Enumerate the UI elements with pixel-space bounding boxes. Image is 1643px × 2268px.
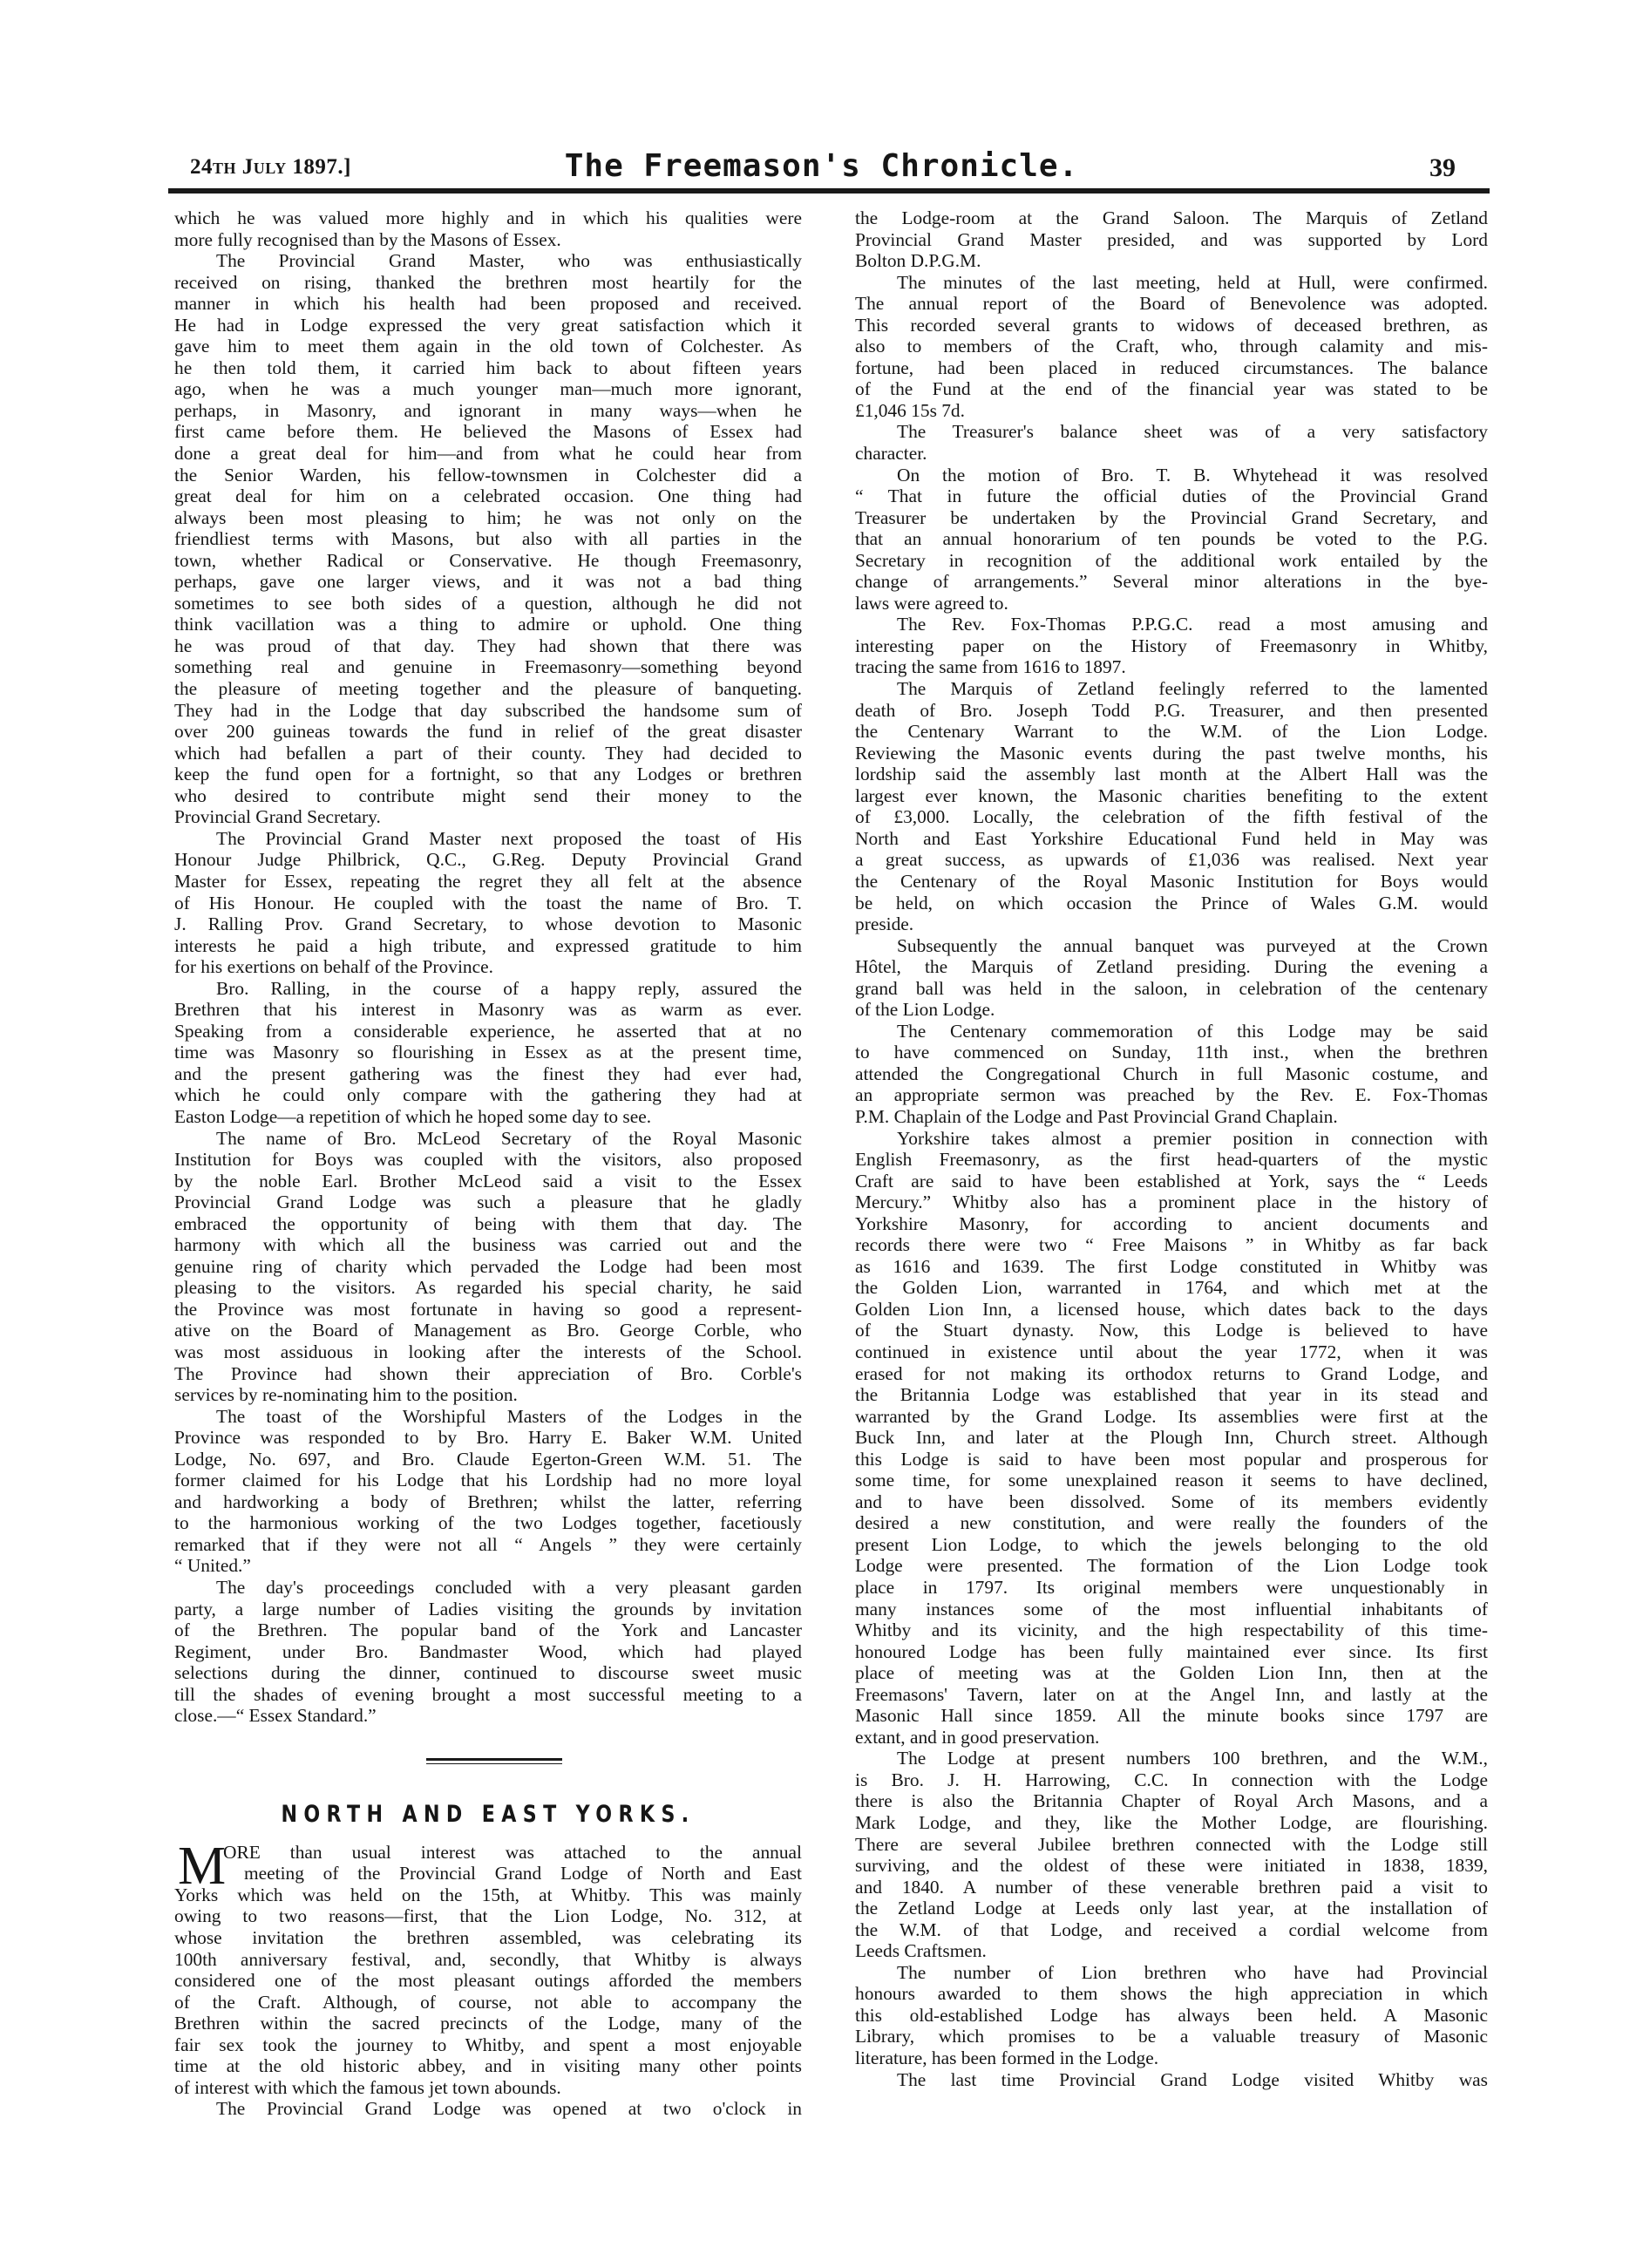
text-line: selections during the dinner, continued to discourse sweet music [174, 1662, 802, 1684]
text-line: over 200 guineas towards the fund in relief of the great disaster [174, 721, 802, 743]
text-line: place in 1797. Its original members were unquestionably in [855, 1577, 1488, 1598]
text-line: town, whether Radical or Conservative. He though Freemasonry, [174, 549, 802, 571]
text-line: genuine ring of charity which pervaded the Lodge had been most [174, 1255, 802, 1277]
text-line: Buck Inn, and later at the Plough Inn, Church street. Although [855, 1427, 1488, 1449]
text-line: a great success, as upwards of £1,036 was realised. Next year [855, 849, 1488, 871]
text-line: the Zetland Lodge at Leeds only last year, at the installation of [855, 1898, 1488, 1919]
text-line: as 1616 and 1639. The first Lodge constituted in Whitby was [855, 1255, 1488, 1277]
text-line: The name of Bro. McLeod Secretary of the Royal Masonic [216, 1127, 802, 1149]
text-line: remarked that if they were not all “ Angels ” they were certainly [174, 1533, 802, 1555]
text-line: character. [855, 443, 927, 465]
text-line: and 1840. A number of these venerable brethren paid a visit to [855, 1876, 1488, 1898]
page-number: 39 [1429, 153, 1456, 182]
text-line: attended the Congregational Church in full Masonic costume, and [855, 1063, 1488, 1084]
paragraph [855, 1962, 1488, 2069]
text-line: present Lion Lodge, to which the jewels belonging to the old [855, 1533, 1488, 1555]
text-line: there is also the Britannia Chapter of Royal Arch Masons, and a [855, 1790, 1488, 1812]
text-line: Treasurer be undertaken by the Provincial Grand Secretary, and [855, 506, 1488, 528]
text-line: Honour Judge Philbrick, Q.C., G.Reg. Deputy Provincial Grand [174, 849, 802, 871]
text-line: and the present gathering was the finest they had ever had, [174, 1063, 802, 1084]
paragraph [855, 272, 1488, 422]
text-line: surviving, and the oldest of these were initiated in 1838, 1839, [855, 1855, 1488, 1877]
text-line: of £3,000. Locally, the celebration of the fifth festival of the [855, 806, 1488, 828]
text-line: Reviewing the Masonic events during the past twelve months, his [855, 742, 1488, 764]
text-line: of His Honour. He coupled with the toast the name of Bro. T. [174, 892, 802, 913]
text-line: of the Lion Lodge. [855, 999, 995, 1021]
paragraph [855, 1128, 1488, 1749]
text-line: the Senior Warden, his fellow-townsmen in Colchester did a [174, 464, 802, 486]
text-line: always been most pleasing to him; he was not only on the [174, 506, 802, 528]
text-line: records there were two “ Free Maisons ” in Whitby as far back [855, 1234, 1488, 1256]
text-line: great deal for him on a celebrated occasion. One thing had [174, 486, 802, 507]
text-line: that an annual honorarium of ten pounds be voted to the P.G. [855, 528, 1488, 550]
text-line: pleasing to the visitors. As regarded his special charity, he said [174, 1277, 802, 1299]
text-line: The Provincial Grand Master, who was enthusiastically [216, 250, 802, 272]
paragraph [174, 1406, 802, 1577]
paragraph [855, 421, 1488, 464]
text-line: warranted by the Grand Lodge. Its assemblies were first at the [855, 1405, 1488, 1427]
text-line: party, a large number of Ladies visiting the grounds by invitation [174, 1598, 802, 1620]
text-line: He had in Lodge expressed the very great satisfaction which it [174, 314, 802, 336]
text-line: considered one of the most pleasant outings afforded the members [174, 1970, 802, 1992]
text-line: Bro. Ralling, in the course of a happy reply, assured the [216, 977, 802, 999]
drop-cap: M [178, 1836, 227, 1896]
text-line: close.—“ Essex Standard.” [174, 1705, 377, 1727]
text-line: English Freemasonry, as the first head-quarters of the mystic [855, 1149, 1488, 1171]
text-line: Brethren within the sacred precincts of the Lodge, many of the [174, 2013, 802, 2034]
paragraph [174, 1128, 802, 1406]
text-line: perhaps, gave one larger views, and it was not a bad thing [174, 571, 802, 593]
text-line: Lodge, No. 697, and Bro. Claude Egerton-Green W.M. 51. The [174, 1448, 802, 1470]
text-line: the Centenary of the Royal Masonic Institution for Boys would [855, 870, 1488, 892]
text-line: time at the old historic abbey, and in visiting many other points [174, 2055, 802, 2077]
text-line: embraced the opportunity of being with them that day. The [174, 1212, 802, 1234]
text-line: This recorded several grants to widows of deceased brethren, as [855, 314, 1488, 336]
text-line: They had in the Lodge that day subscribed the handsome sum of [174, 699, 802, 721]
text-line: the Lodge-room at the Grand Saloon. The Marquis of Zetland [855, 207, 1488, 228]
text-line: which he was valued more highly and in which his qualities were [174, 207, 802, 228]
text-line: the pleasure of meeting together and the pleasure of banqueting. [174, 678, 802, 700]
text-line: The number of Lion brethren who have had Provincial [897, 1961, 1488, 1983]
text-line: fair sex took the journey to Whitby, and spent a most enjoyable [174, 2034, 802, 2055]
text-line: Freemasons' Tavern, later on at the Angel Inn, and lastly at the [855, 1683, 1488, 1705]
text-line: of the Stuart dynasty. Now, this Lodge is believed to have [855, 1320, 1488, 1341]
text-line: P.M. Chaplain of the Lodge and Past Provincial Grand Chaplain. [855, 1105, 1338, 1127]
text-line: The Provincial Grand Master next proposed the toast of His [216, 827, 802, 849]
text-line: harmony with which all the business was carried out and the [174, 1234, 802, 1256]
text-line: which had befallen a part of their county. They had decided to [174, 742, 802, 764]
text-line: tracing the same from 1616 to 1897. [855, 656, 1126, 678]
text-line: to the harmonious working of the two Lodges together, facetiously [174, 1512, 802, 1534]
text-line: meeting of the Provincial Grand Lodge of North and East [244, 1863, 802, 1884]
text-line: The Centenary commemoration of this Lodge may be said [897, 1020, 1488, 1042]
text-line: Hôtel, the Marquis of Zetland presiding. During the evening a [855, 956, 1488, 978]
text-line: Golden Lion Inn, a licensed house, which dates back to the days [855, 1298, 1488, 1320]
left-column [174, 207, 802, 2120]
text-line: gave him to meet them again in the old town of Colchester. As [174, 336, 802, 357]
text-line: The Marquis of Zetland feelingly referred to the lamented [897, 678, 1488, 700]
text-line: of the Brethren. The popular band of the York and Lancaster [174, 1620, 802, 1641]
text-line: Bolton D.P.G.M. [855, 250, 981, 272]
date-day: 24 [190, 155, 213, 179]
text-line: extant, and in good preservation. [855, 1726, 1100, 1748]
publication-title: The Freemason's Chronicle. [564, 148, 1079, 184]
text-line: the W.M. of that Lodge, and received a cordial welcome from [855, 1918, 1488, 1940]
paragraph [855, 1748, 1488, 1961]
text-line: Lodge were presented. The formation of the Lion Lodge took [855, 1555, 1488, 1577]
paragraph [855, 1021, 1488, 1128]
text-line: Provincial Grand Lodge was such a pleasure that he gladly [174, 1192, 802, 1213]
text-line: place of meeting was at the Golden Lion Inn, then at the [855, 1662, 1488, 1684]
text-line: Library, which promises to be a valuable treasury of Masonic [855, 2026, 1488, 2047]
text-line: literature, has been formed in the Lodge. [855, 2047, 1159, 2069]
paragraph [855, 2069, 1488, 2091]
text-line: The Province had shown their appreciation of Bro. Corble's [174, 1362, 802, 1384]
text-line: preside. [855, 913, 914, 935]
text-line: keep the fund open for a fortnight, so that any Lodges or brethren [174, 764, 802, 785]
text-line: is Bro. J. H. Harrowing, C.C. In connection with the Lodge [855, 1769, 1488, 1790]
section-heading: NORTH AND EAST YORKS. [281, 1800, 696, 1828]
text-line: Master for Essex, repeating the regret they all felt at the absence [174, 870, 802, 892]
date-year: 1897.] [292, 155, 351, 179]
text-line: ORE than usual interest was attached to the annual [223, 1841, 802, 1863]
text-line: The Provincial Grand Lodge was opened at two o'clock in [216, 2098, 802, 2120]
text-line: some time, for some unexplained reason it seems to have declined, [855, 1470, 1488, 1491]
text-line: the Province was most fortunate in having so good a represent- [174, 1298, 802, 1320]
date-month-initial: J [241, 155, 254, 179]
text-line: till the shades of evening brought a most successful meeting to a [174, 1683, 802, 1705]
text-line: former claimed for his Lodge that his Lordship had no more loyal [174, 1470, 802, 1491]
text-line: he then told them, it carried him back to about fifteen years [174, 356, 802, 378]
text-line: owing to two reasons—first, that the Lion Lodge, No. 312, at [174, 1905, 802, 1927]
text-line: Masonic Hall since 1859. All the minute books since 1797 are [855, 1705, 1488, 1727]
text-line: perhaps, in Masonry, and ignorant in many ways—when he [174, 399, 802, 421]
text-line: 100th anniversary festival, and, secondly, that Whitby is always [174, 1948, 802, 1970]
right-article-text [855, 207, 1488, 2090]
text-line: The toast of the Worshipful Masters of the Lodges in the [216, 1405, 802, 1427]
right-column [855, 207, 1488, 2090]
text-line: change of arrangements.” Several minor alterations in the bye- [855, 571, 1488, 593]
text-line: Yorkshire Masonry, for according to ancient documents and [855, 1212, 1488, 1234]
divider-thin-line [426, 1763, 562, 1765]
paragraph [855, 678, 1488, 935]
text-line: whose invitation the brethren assembled, was celebrating its [174, 1927, 802, 1949]
text-line: honours awarded to them shows the high appreciation in which [855, 1983, 1488, 2005]
text-line: services by re-nominating him to the position. [174, 1384, 518, 1406]
text-line: was most assiduous in looking after the interests of the School. [174, 1341, 802, 1362]
text-line: £1,046 15s 7d. [855, 399, 965, 421]
date-month-rest: ULY [253, 160, 287, 177]
text-line: to have commenced on Sunday, 11th inst., when the brethren [855, 1042, 1488, 1063]
text-line: Brethren that his interest in Masonry was as warm as ever. [174, 999, 802, 1021]
divider-thick-line [426, 1758, 562, 1761]
text-line: “ United.” [174, 1555, 251, 1577]
text-line: time was Masonry so flourishing in Essex as at the present time, [174, 1042, 802, 1063]
text-line: There are several Jubilee brethren connected with the Lodge still [855, 1833, 1488, 1855]
text-line: J. Ralling Prov. Grand Secretary, to whose devotion to Masonic [174, 913, 802, 935]
text-line: Yorks which was held on the 15th, at Whitby. This was mainly [174, 1884, 802, 1905]
text-line: Yorkshire takes almost a premier position in connection with [897, 1127, 1488, 1149]
text-line: The minutes of the last meeting, held at Hull, were confirmed. [897, 271, 1488, 293]
text-line: laws were agreed to. [855, 592, 1008, 614]
paragraph [174, 978, 802, 1128]
text-line: who desired to contribute might send their money to the [174, 784, 802, 806]
text-line: Mercury.” Whitby also has a prominent place in the history of [855, 1192, 1488, 1213]
text-line: Easton Lodge—a repetition of which he hoped some day to see. [174, 1105, 652, 1127]
text-line: Leeds Craftsmen. [855, 1940, 987, 1962]
text-line: think vacillation was a thing to admire or uphold. One thing [174, 614, 802, 635]
text-line: sometimes to see both sides of a question, although he did not [174, 592, 802, 614]
text-line: of the Craft. Although, of course, not able to accompany the [174, 1991, 802, 2013]
paragraph [855, 207, 1488, 272]
text-line: he was proud of that day. They had shown that there was [174, 635, 802, 656]
text-line: honoured Lodge has been fully maintained ever since. Its first [855, 1640, 1488, 1662]
text-line: The Treasurer's balance sheet was of a very satisfactory [897, 421, 1488, 443]
paragraph [174, 828, 802, 978]
text-line: an appropriate sermon was preached by the Rev. E. Fox-Thomas [855, 1084, 1488, 1106]
text-line: erased for not making its orthodox returns to Grand Lodge, and [855, 1362, 1488, 1384]
date-suffix: TH [213, 160, 237, 177]
text-line: be held, on which occasion the Prince of Wales G.M. would [855, 892, 1488, 913]
text-line: which he could only compare with the gathering they had at [174, 1084, 802, 1106]
text-line: continued in existence until about the year 1772, when it was [855, 1341, 1488, 1362]
text-line: also to members of the Craft, who, through calamity and mis- [855, 336, 1488, 357]
text-line: North and East Yorkshire Educational Fund held in May was [855, 827, 1488, 849]
text-line: of interest with which the famous jet town abounds. [174, 2076, 561, 2098]
text-line: ago, when he was a much younger man—much more ignorant, [174, 378, 802, 400]
text-line: The Rev. Fox-Thomas P.P.G.C. read a most amusing and [897, 614, 1488, 635]
text-line: Institution for Boys was coupled with the visitors, also proposed [174, 1149, 802, 1171]
section-divider [174, 1727, 802, 1779]
left-article-continuation [174, 207, 802, 1727]
text-line: The annual report of the Board of Benevolence was adopted. [855, 293, 1488, 315]
paragraph [855, 465, 1488, 615]
text-line: more fully recognised than by the Masons of Essex. [174, 228, 561, 250]
text-line: grand ball was held in the saloon, in celebration of the centenary [855, 977, 1488, 999]
paragraph [174, 1577, 802, 1727]
text-line: the Golden Lion, warranted in 1764, and which met at the [855, 1277, 1488, 1299]
paragraph [174, 250, 802, 828]
text-line: interesting paper on the History of Freemasonry in Whitby, [855, 635, 1488, 656]
text-line: done a great deal for him—and from what he could hear from [174, 443, 802, 465]
paragraph [174, 1836, 802, 2099]
text-line: The last time Provincial Grand Lodge visited Whitby was [897, 2068, 1488, 2090]
text-line: Secretary in recognition of the additional work entailed by the [855, 549, 1488, 571]
text-line: ative on the Board of Management as Bro. George Corble, who [174, 1320, 802, 1341]
text-line: many instances some of the most influential inhabitants of [855, 1598, 1488, 1620]
text-line: Provincial Grand Master presided, and was supported by Lord [855, 228, 1488, 250]
text-line: and hardworking a body of Brethren; whilst the latter, referring [174, 1490, 802, 1512]
text-line: The Lodge at present numbers 100 brethren, and the W.M., [897, 1748, 1488, 1769]
text-line: and to have been dissolved. Some of its members evidently [855, 1490, 1488, 1512]
text-line: the Britannia Lodge was established that year in its stead and [855, 1384, 1488, 1406]
text-line: friendliest terms with Masons, but also with all parties in the [174, 528, 802, 550]
text-line: largest ever known, the Masonic charities benefiting to the extent [855, 784, 1488, 806]
text-line: first came before them. He believed the Masons of Essex had [174, 421, 802, 443]
text-line: Subsequently the annual banquet was purveyed at the Crown [897, 934, 1488, 956]
text-line: for his exertions on behalf of the Province. [174, 956, 493, 978]
text-line: by the noble Earl. Brother McLeod said a visit to the Essex [174, 1170, 802, 1192]
paragraph [174, 2098, 802, 2120]
text-line: Mark Lodge, and they, like the Mother Lodge, are flourishing. [855, 1812, 1488, 1834]
text-line: lordship said the assembly last month at the Albert Hall was the [855, 764, 1488, 785]
text-line: Provincial Grand Secretary. [174, 806, 381, 828]
text-line: Province was responded to by Bro. Harry E. Baker W.M. United [174, 1427, 802, 1449]
text-line: The day's proceedings concluded with a very pleasant garden [216, 1577, 802, 1598]
text-line: the Centenary Warrant to the W.M. of the Lion Lodge. [855, 721, 1488, 743]
text-line: On the motion of Bro. T. B. Whytehead it was resolved [897, 464, 1488, 486]
text-line: something real and genuine in Freemasonry—something beyond [174, 656, 802, 678]
text-line: Craft are said to have been established at York, says the “ Leeds [855, 1170, 1488, 1192]
text-line: this Lodge is said to have been most popular and prosperous for [855, 1448, 1488, 1470]
text-line: death of Bro. Joseph Todd P.G. Treasurer, and then presented [855, 699, 1488, 721]
text-line: of the Fund at the end of the financial year was stated to be [855, 378, 1488, 400]
text-line: manner in which his health had been proposed and received. [174, 293, 802, 315]
text-line: “ That in future the official duties of the Provincial Grand [855, 486, 1488, 507]
text-line: Speaking from a considerable experience, he asserted that at no [174, 1020, 802, 1042]
text-line: interests he paid a high tribute, and expressed gratitude to him [174, 934, 802, 956]
paragraph [174, 207, 802, 250]
north-east-yorks-article [174, 1836, 802, 2120]
text-line: received on rising, thanked the brethren most heartily for the [174, 271, 802, 293]
text-line: this old-established Lodge has always been held. A Masonic [855, 2004, 1488, 2026]
text-line: Regiment, under Bro. Bandmaster Wood, which had played [174, 1640, 802, 1662]
paragraph [855, 935, 1488, 1021]
header-rule [168, 188, 1490, 194]
paragraph [855, 614, 1488, 678]
text-line: desired a new constitution, and were really the founders of the [855, 1512, 1488, 1534]
text-line: Whitby and its vicinity, and the high respectability of this time- [855, 1620, 1488, 1641]
text-line: fortune, had been placed in reduced circumstances. The balance [855, 356, 1488, 378]
